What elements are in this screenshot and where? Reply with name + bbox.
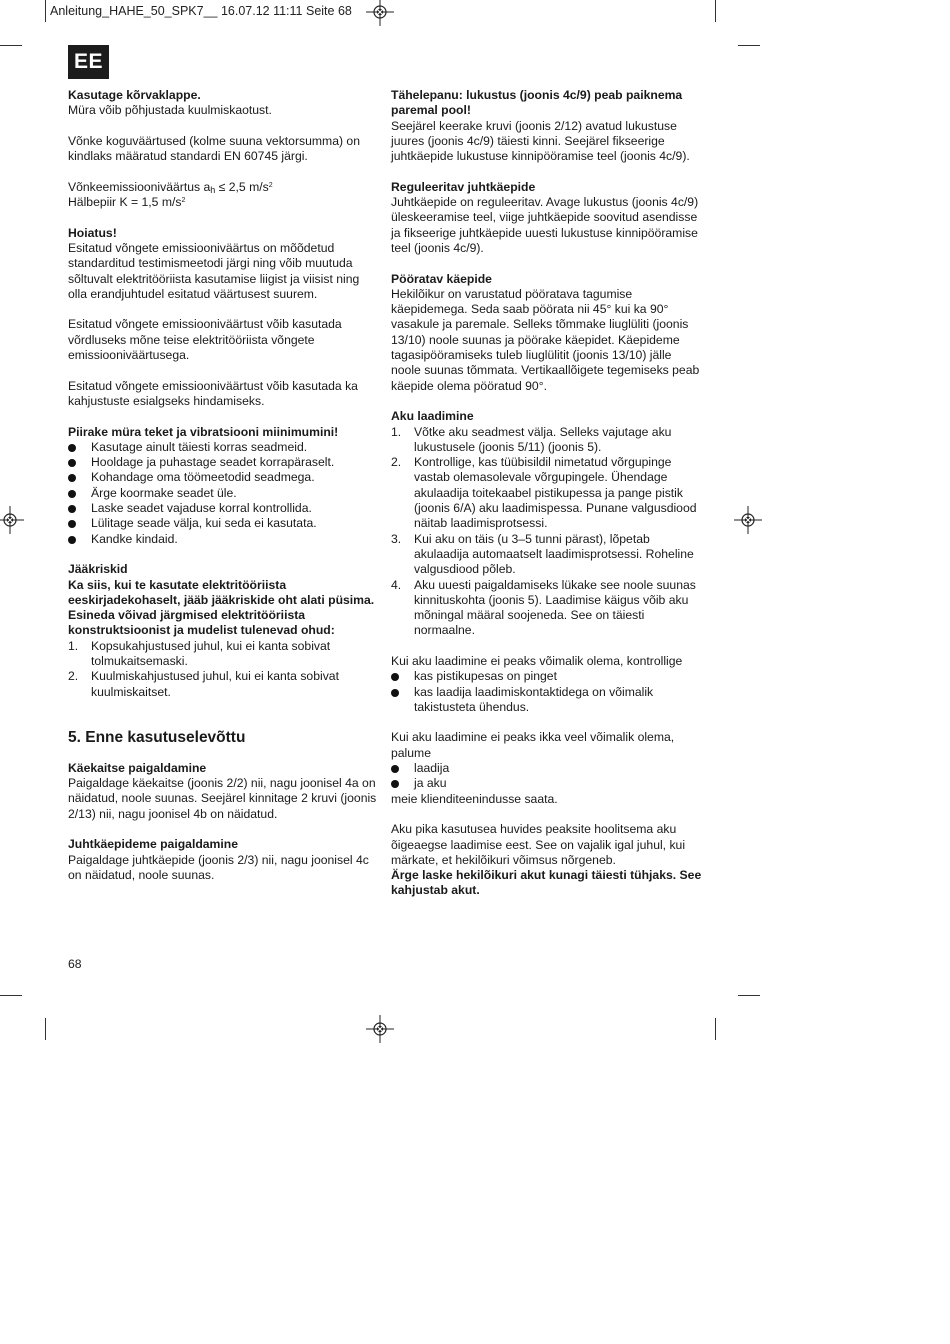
list-item: 4. Aku uuesti paigaldamiseks lükake see noole suunas kinnituskohta (joonis 5). Laadimise käigus võib aku mõningal määral soojeneda. See on täiesti normaalne.: [391, 577, 696, 638]
bullet-icon: [68, 505, 76, 513]
vibration-total-block: [68, 134, 378, 165]
list-item: ja aku: [391, 776, 703, 791]
bullet-icon: [68, 536, 76, 544]
right-column: [391, 88, 703, 914]
crop-mark: [45, 1018, 46, 1040]
guide-handle-block: [68, 837, 378, 883]
list-item: Lülitage seade välja, kui seda ei kasutata.: [68, 516, 378, 531]
list-item: kas laadija laadimiskontaktidega on võimalik takistusteta ühendus.: [391, 685, 703, 716]
list-item: 2. Kontrollige, kas tüübisildil nimetatud võrgupinge vastab olemasolevale võrgupingele. Ühendage akulaadija toitekaabel pistikupessa ja pange pistik (joonis 6/A) aku laadimispessa. Punane valgusdiood näitab laadimisprotsessi.: [391, 455, 697, 531]
block-text: Esitatud võngete emissiooniväärtust võib kasutada võrdluseks mõne teise elektritööriista võngete emissiooniväärtusega.: [68, 317, 342, 363]
noise-reduction-block: [68, 425, 378, 547]
list-item: laadija: [391, 761, 703, 776]
registration-mark-icon: [366, 1015, 394, 1043]
warning-block: [68, 226, 378, 302]
crop-mark: [715, 1018, 716, 1040]
charging-check-block: [391, 654, 703, 715]
block-heading: Pööratav käepide: [391, 271, 492, 286]
list-item: kas pistikupesas on pinget: [391, 669, 703, 684]
block-text: Esitatud võngete emissiooniväärtust võib kasutada ka kahjustuste esialgseks hindamiseks.: [68, 378, 358, 408]
uncertainty-value: Hälbepiir K = 1,5 $m/s^2$: [68, 195, 186, 210]
hearing-protection-block: [68, 88, 378, 119]
registration-mark-icon: [0, 506, 24, 534]
block-text: Võnke koguväärtused (kolme suuna vektorsumma) on kindlaks määratud standardi EN 60745 järgi.: [68, 133, 360, 164]
registration-mark-icon: [734, 506, 762, 534]
block-text: Esitatud võngete emissiooniväärtus on mõõdetud standarditud testimismeetodi järgi ning võib muutuda sõltuvalt elektritööriista kasutamise liigist ja viisist ning olla erandjuhtudel esitatud väärtusest suurem.: [68, 240, 360, 301]
block-text: Aku pika kasutusea huvides peaksite hoolitsema aku õigeaegse laadimise eest. See on vajalik igal juhul, kui märkate, et hekilõikuri võimsus nõrgeneb.: [391, 822, 686, 867]
block-text: Juhtkäepide on reguleeritav. Avage lukustus (joonis 4c/9) üleskeeramise teel, viige juhtkäepide soovitud asendisse ja fikseerige juhtkäepide uuesti lukustuse kinnipööramise teel (joonis 4c/9).: [391, 195, 699, 255]
bullet-list: [391, 761, 703, 792]
list-item: Kohandage oma töömeetodid seadmega.: [68, 470, 378, 485]
bullet-icon: [68, 474, 76, 482]
block-heading: Tähelepanu: lukustus (joonis 4c/9) peab paiknema paremal pool!: [391, 88, 683, 118]
comparison-block: [68, 317, 378, 363]
bullet-icon: [68, 520, 76, 528]
block-heading: Aku laadimine: [391, 409, 474, 424]
block-text: Paigaldage käekaitse (joonis 2/2) nii, nagu joonisel 4a on näidatud, noole suunas. Seejärel kinnitage 2 kruvi (joonis 2/13) nii, nagu joonisel 4b on näidatud.: [68, 776, 377, 821]
section-title: 5. Enne kasutuselevõttu: [68, 728, 246, 746]
list-item: 3. Kui aku on täis (u 3–5 tunni pärast), lõpetab akulaadija automaatselt laadimisprotsessi. Roheline valgusdiood põleb.: [391, 531, 694, 577]
block-text: Paigaldage juhtkäepide (joonis 2/3) nii, nagu joonisel 4c on näidatud, noole suunas.: [68, 852, 369, 882]
list-item: Kasutage ainult täiesti korras seadmeid.: [68, 440, 378, 455]
bullet-icon: [391, 765, 399, 773]
rotating-handle-block: [391, 272, 703, 394]
language-badge: EE: [68, 45, 109, 79]
print-header: Anleitung_HAHE_50_SPK7__ 16.07.12 11:11 Seite 68: [50, 4, 352, 18]
list-item: Hooldage ja puhastage seadet korrapäraselt.: [68, 455, 378, 470]
block-heading: Hoiatus!: [68, 225, 117, 240]
list-item: 2. Kuulmiskahjustused juhul, kui ei kanta sobivat kuulmiskaitset.: [68, 669, 339, 699]
block-warning: Ärge laske hekilõikuri akut kunagi täiesti tühjaks. See kahjustab akut.: [391, 868, 702, 898]
block-text: Seejärel keerake kruvi (joonis 2/12) avatud lukustuse juures (joonis 4c/9) täiesti kinni. Seejärel fikseerige juhtkäepide lukustuse kinnipööramise teel (joonis 4c/9).: [391, 118, 690, 164]
bullet-icon: [68, 444, 76, 452]
left-column: [68, 88, 378, 899]
bullet-list: [391, 669, 703, 715]
block-heading: Kasutage kõrvaklappe.: [68, 88, 201, 102]
adjustable-handle-block: [391, 180, 703, 256]
bullet-icon: [391, 673, 399, 681]
crop-mark: [0, 45, 22, 46]
block-heading: Käekaitse paigaldamine: [68, 760, 207, 775]
block-heading: Juhtkäepideme paigaldamine: [68, 837, 239, 852]
numbered-list: [391, 425, 703, 639]
battery-life-block: [391, 822, 703, 898]
crop-mark: [45, 0, 46, 22]
block-text: Kui aku laadimine ei peaks võimalik olema, kontrollige: [391, 653, 683, 668]
bullet-icon: [68, 459, 76, 467]
crop-mark: [738, 995, 760, 996]
block-heading: Jääkriskid: [68, 562, 128, 577]
block-text: Hekilõikur on varustatud pööratava tagumise käepidemega. Seda saab pöörata nii 45° kui ka 90° vasakule ja paremale. Selleks tõmmake liuglüliti (joonis 13/10) noole suunas ja pöörake käepidet. Käepideme tagasipööramiseks tuleb liuglülitit (joonis 13/10) jälle noole suunas tõmmata. Vertikaallõigete tegemiseks peab käepide olema pööratud 90°.: [391, 286, 700, 393]
block-text: Müra võib põhjustada kuulmiskaotust.: [68, 103, 272, 118]
numbered-list: [68, 639, 378, 700]
lock-attention-block: [391, 88, 703, 164]
battery-charging-block: [391, 409, 703, 638]
service-block: [391, 730, 703, 806]
registration-mark-icon: [366, 0, 394, 28]
list-item: 1. Kopsukahjustused juhul, kui ei kanta sobivat tolmukaitsemaski.: [68, 638, 331, 668]
block-heading: Piirake müra teket ja vibratsiooni miinimumini!: [68, 424, 339, 439]
crop-mark: [0, 995, 22, 996]
block-heading: Reguleeritav juhtkäepide: [391, 179, 536, 194]
list-item: Ärge koormake seadet üle.: [68, 486, 378, 501]
list-item: Kandke kindaid.: [68, 532, 378, 547]
crop-mark: [738, 45, 760, 46]
list-item: Laske seadet vajaduse korral kontrollida.: [68, 501, 378, 516]
residual-risks-block: [68, 562, 378, 700]
block-text: Kui aku laadimine ei peaks ikka veel võimalik olema, palume: [391, 730, 675, 760]
vibration-values-block: [68, 180, 378, 211]
bullet-list: [68, 440, 378, 547]
list-item: 1. Võtke aku seadmest välja. Selleks vajutage aku lukustusele (joonis 5/11) (joonis 5).: [391, 424, 672, 454]
block-text: Ka siis, kui te kasutate elektritööriista eeskirjadekohaselt, jääb jääkriskide oht alati püsima. Esineda võivad järgmised elektritööriista konstruktsioonist ja mudelist tulenevad ohud:: [68, 577, 375, 638]
hand-guard-block: [68, 761, 378, 822]
bullet-icon: [391, 689, 399, 697]
page-number: 68: [68, 957, 82, 971]
block-text: meie klienditeenindusse saata.: [391, 791, 558, 806]
bullet-icon: [68, 490, 76, 498]
crop-mark: [715, 0, 716, 22]
vibration-emission-value: Võnkeemissiooniväärtus $a_h \le 2,5$ $m/s^2$: [68, 179, 273, 195]
assessment-block: [68, 379, 378, 410]
bullet-icon: [391, 780, 399, 788]
